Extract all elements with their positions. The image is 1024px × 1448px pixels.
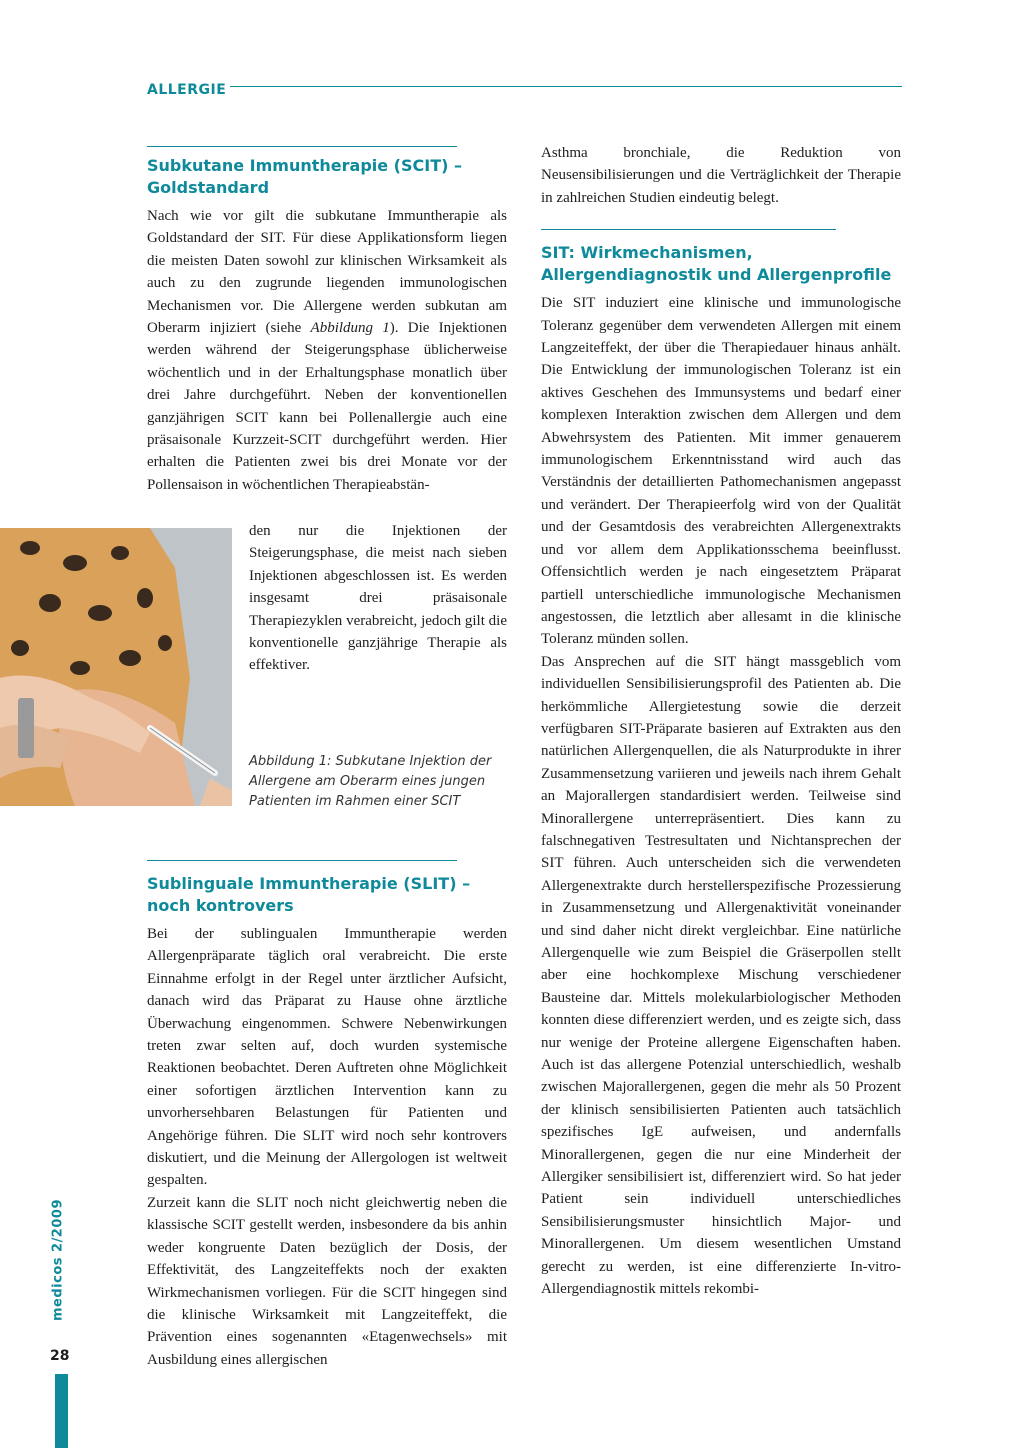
- scit-heading: Subkutane Immuntherapie (SCIT) – Goldstandard: [147, 156, 462, 197]
- slit-heading: Sublinguale Immuntherapie (SLIT) – noch kontrovers: [147, 874, 471, 915]
- header-rule: [225, 86, 902, 87]
- scit-wrap-column: [249, 520, 507, 677]
- mechanism-paragraph-2: Das Ansprechen auf die SIT hängt massgeblich vom individuellen Sensibilisierungsprofil des Patienten ab. Die herkömmliche Allergietestung sowie die derzeit verfügbaren SIT-Präparate basieren auf Extrakten aus den natürlichen Allergenquellen, die als Naturprodukte in ihrer Zusammensetzung variieren und jeweils nach ihrem Gehalt an Majorallergen standardisiert werden. Teilweise sind Minorallergene unterrepräsentiert. Dies kann zu falschnegativen Testresultaten und Nichtansprechen der SIT führen. Auch unterscheiden sich die verwendeten Allergenextrakte durch herstellerspezifische Prozessierung in Zusammensetzung und Allergenaktivität voneinander und sind daher nicht direkt vergleichbar. Eine natürliche Allergenquelle wie zum Beispiel die Gräserpollen stellt aber eine hochkomplexe Mischung verschiedener Bausteine dar. Mittels molekularbiologischer Methoden konnten diese differenziert werden, und es zeigte sich, dass nur wenige der Proteine allergene Eigenschaften haben. Auch ist das allergene Potenzial unterschiedlich, weshalb zwischen Majorallergenen, gegen die mehr als 50 Prozent der klinisch sensibilisierten Patienten auch tatsächlich spezifisches IgE aufweisen, und andernfalls Minorallergenen, gegen die nur eine Minderheit der Allergiker sensibilisiert ist, differenziert wird. So hat jeder Patient sein individuell unterschiedliches Sensibilisierungsmuster hinsichtlich Major- und Minorallergenen. Um diesem wesentlichen Umstand gerecht zu werden, ist eine differenzierte In-vitro-Allergendiagnostik mittels rekombi-: [541, 653, 901, 1298]
- injection-photo: [0, 528, 232, 806]
- page-number: 28: [50, 1348, 70, 1364]
- figure-reference: Abbildung 1: [310, 320, 390, 337]
- section-label: ALLERGIE: [147, 82, 230, 98]
- accent-bar: [55, 1374, 68, 1448]
- section-rule: [541, 229, 836, 230]
- section-rule: [147, 146, 457, 147]
- issue-label: medicos 2/2009: [50, 1198, 66, 1322]
- scit-wrap-paragraph: den nur die Injektionen der Steigerungsphase, die meist nach sieben Injektionen abgeschlossen ist. Es werden insgesamt drei präsaisonale Therapiezyklen verabreicht, jedoch gilt die konventionelle ganzjährige Therapie als effektiver.: [249, 523, 507, 674]
- asthma-paragraph: Asthma bronchiale, die Reduktion von Neusensibilisierungen und die Verträglichkeit der Therapie in zahlreichen Studien eindeutig belegt.: [541, 145, 901, 206]
- slit-paragraph-2: Zurzeit kann die SLIT noch nicht gleichwertig neben die klassische SCIT gestellt werden, insbesondere da bis anhin weder kongruente Daten bezüglich der Dosis, der Effektivität, des Langzeiteffekts noch der exakten Wirkmechanismen vorliegen. Für die SCIT hingegen sind die klinische Wirksamkeit mit Langzeiteffekt, die Prävention eines sogenannten «Etagenwechsels» mit Ausbildung eines allergischen: [147, 1194, 507, 1368]
- section-rule: [147, 860, 457, 861]
- slit-section: [147, 860, 507, 1371]
- left-column: [147, 142, 507, 496]
- mechanism-heading: SIT: Wirkmechanismen, Allergendiagnostik und Allergenprofile: [541, 243, 892, 285]
- slit-paragraph-1: Bei der sublingualen Immuntherapie werden Allergenpräparate täglich oral verabreicht. Die erste Einnahme erfolgt in der Regel unter ärztlicher Aufsicht, danach wird das Präparat zu Hause ohne ärztliche Überwachung eingenommen. Schwere Nebenwirkungen treten zwar selten auf, doch wurden systemische Reaktionen beobachtet. Deren Auftreten ohne Möglichkeit einer sofortigen ärztlichen Intervention kann zu unvorhersehbaren Belastungen für Patienten und Angehörige führen. Die SLIT wird noch sehr kontrovers diskutiert, und die Meinung der Allergologen ist weltweit gespalten.: [147, 926, 507, 1189]
- scit-text-1: Nach wie vor gilt die subkutane Immuntherapie als Goldstandard der SIT. Für diese Applikationsform liegen die meisten Daten sowohl zur klinischen Wirksamkeit als auch zu den zugrunde liegenden immunologischen Mechanismen vor. Die Allergene werden subkutan am Oberarm injiziert (siehe: [147, 208, 507, 337]
- scit-paragraph: [147, 205, 507, 496]
- scit-text-2: ). Die Injektionen werden während der Steigerungsphase üblicherweise wöchentlich und in der Erhaltungsphase monatlich über drei Jahre durchgeführt. Neben der konventionellen ganzjährigen SCIT kann bei Pollenallergie auch eine präsaisonale Kurzzeit-SCIT durchgeführt werden. Hier erhalten die Patienten zwei bis drei Monate vor der Pollensaison in wöchentlichen Therapieabstän-: [147, 320, 507, 493]
- figure-caption: Abbildung 1: Subkutane Injektion der Allergene am Oberarm eines jungen Patienten im Rahmen einer SCIT: [249, 754, 492, 809]
- right-column: [541, 142, 901, 1301]
- mechanism-paragraph-1: Die SIT induziert eine klinische und immunologische Toleranz gegenüber dem verwendeten Allergen mit einem Langzeiteffekt, der über die Therapiedauer hinaus anhält. Die Entwicklung der immunologischen Toleranz ist ein aktives Geschehen des Immunsystems und bedarf einer komplexen Interaktion zwischen dem Allergen und dem Abwehrsystem des Patienten. Mit immer genauerem immunologischem Erkenntnisstand wird auch das Verständnis der detaillierten Pathomechanismen angepasst und verändert. Der Therapieerfolg wird von der Qualität und der Gesamtdosis des verabreichten Allergenextrakts und vor allem dem Applikationsschema beeinflusst. Offensichtlich werden je nach eingesetztem Präparat partiell unterschiedliche immunologische Mechanismen angestossen, die letztlich aber allesamt in die klinische Toleranz münden sollen.: [541, 295, 901, 648]
